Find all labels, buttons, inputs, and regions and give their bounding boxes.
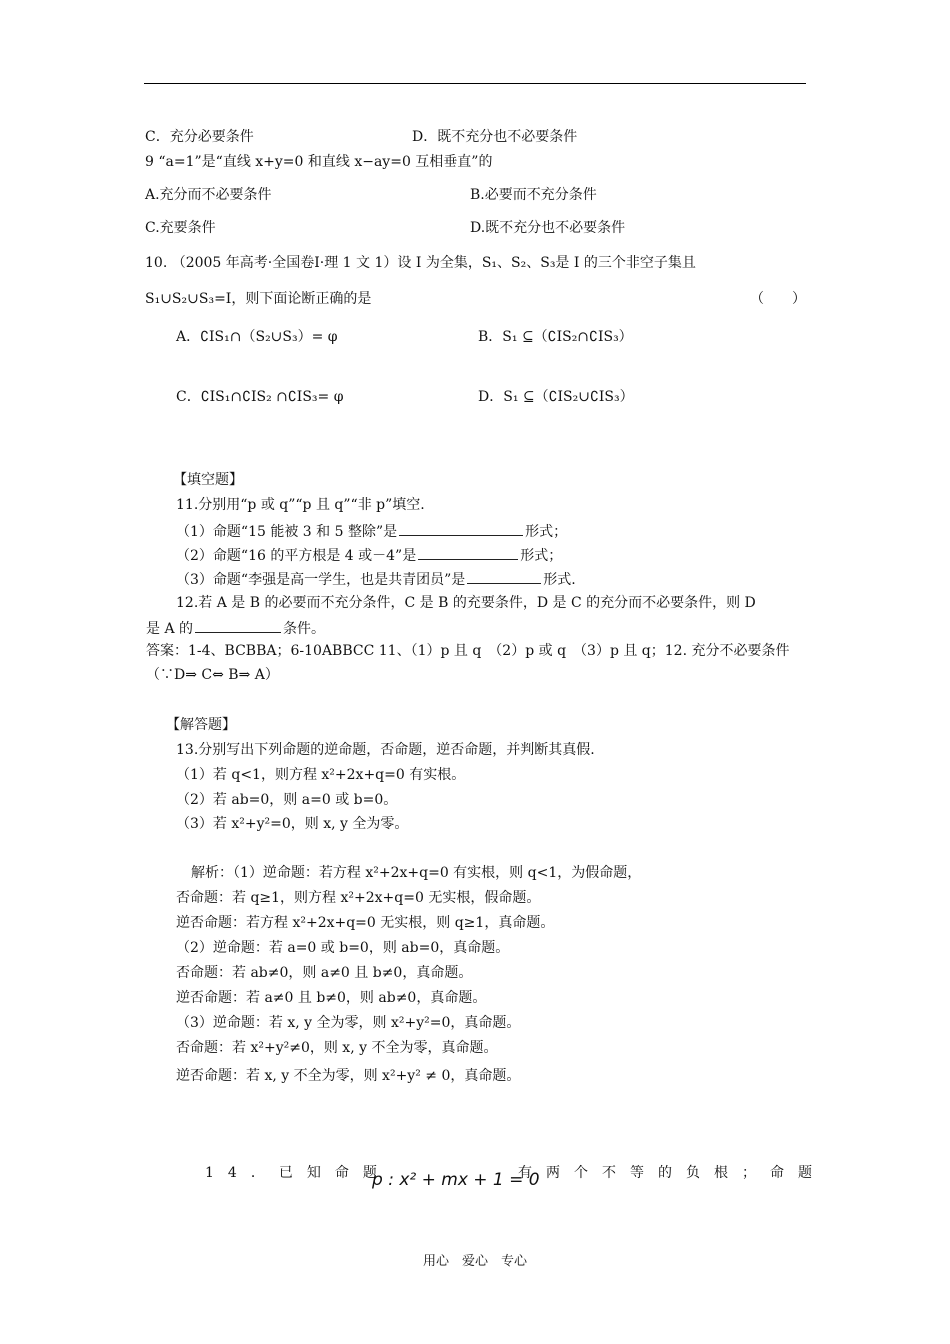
solution-line: （2）逆命题：若 a=0 或 b=0，则 ab=0，真命题。 (176, 940, 510, 956)
q8-option-c: C．充分必要条件 (145, 129, 254, 145)
q10-answer-paren: （ ） (750, 291, 806, 307)
answer-key-line1: 答案：1-4、BCBBA；6-10ABBCC 11、（1）p 且 q （2）p 或 q （3）p 且 q；12. 充分不必要条件 (146, 643, 790, 659)
solution-line: 否命题：若 x²+y²≠0，则 x, y 不全为零，真命题。 (176, 1040, 498, 1056)
q9-option-b: B.必要而不充分条件 (470, 187, 597, 203)
q11-item-2: （2）命题“16 的平方根是 4 或－4”是 形式； (176, 545, 562, 565)
header-rule (144, 83, 806, 84)
fill-heading: 【填空题】 (173, 472, 243, 488)
answer-key-line2: （∵D⇒ C⇔ B⇒ A） (146, 667, 279, 683)
q9-option-c: C.充要条件 (145, 220, 216, 236)
q11-item-3: （3）命题“李强是高一学生，也是共青团员”是 形式. (176, 569, 576, 589)
solution-line: 逆否命题：若方程 x²+2x+q=0 无实根，则 q≥1，真命题。 (176, 915, 555, 931)
q14-equation: p : x² + mx + 1 = 0 (372, 1170, 540, 1190)
q13-item-3: （3）若 x²+y²=0，则 x, y 全为零。 (176, 816, 409, 832)
q14-tail: 有两个不等的负根；命题 (518, 1165, 826, 1181)
q10-option-c: C．∁IS₁∩∁IS₂ ∩∁IS₃= φ (176, 389, 344, 405)
q13-stem: 13.分别写出下列命题的逆命题，否命题，逆否命题，并判断其真假. (176, 742, 595, 758)
q10-option-a: A．∁IS₁∩（S₂∪S₃）= φ (176, 329, 338, 345)
q12-line1: 12.若 A 是 B 的必要而不充分条件，C 是 B 的充要条件，D 是 C 的充分而不必要条件，则 D (176, 595, 756, 611)
q9-stem: 9 “a=1”是“直线 x+y=0 和直线 x−ay=0 互相垂直”的 (145, 154, 493, 170)
q12-line2: 是 A 的 条件。 (146, 618, 325, 638)
q9-option-a: A.充分而不必要条件 (145, 187, 272, 203)
solution-line: 否命题：若 q≥1，则方程 x²+2x+q=0 无实根，假命题。 (176, 890, 541, 906)
solve-heading: 【解答题】 (166, 717, 236, 733)
page-footer: 用心 爱心 专心 (422, 1254, 527, 1269)
solution-line: 否命题：若 ab≠0，则 a≠0 且 b≠0，真命题。 (176, 965, 473, 981)
q13-item-1: （1）若 q<1，则方程 x²+2x+q=0 有实根。 (176, 767, 466, 783)
solution-line: （3）逆命题：若 x, y 全为零，则 x²+y²=0，真命题。 (176, 1015, 521, 1031)
solution-line: 解析：（1）逆命题：若方程 x²+2x+q=0 有实根，则 q<1，为假命题， (191, 865, 642, 881)
q10-stem-line1: 10. （2005 年高考·全国卷Ⅰ·理 1 文 1）设 I 为全集，S₁、S₂、S₃是 I 的三个非空子集且 (145, 255, 696, 271)
q10-option-b: B．S₁ ⊆（∁IS₂∩∁IS₃） (478, 329, 633, 345)
q11-item-1: （1）命题“15 能被 3 和 5 整除”是 形式； (176, 521, 567, 541)
q8-option-d: D．既不充分也不必要条件 (412, 129, 578, 145)
q14-lead: 14．已知命题 (205, 1165, 391, 1181)
q11-stem: 11.分别用“p 或 q”“p 且 q”“非 p”填空. (176, 497, 425, 513)
q10-option-d: D．S₁ ⊆（∁IS₂∪∁IS₃） (478, 389, 634, 405)
q13-item-2: （2）若 ab=0，则 a=0 或 b=0。 (176, 792, 398, 808)
q10-stem-line2: S₁∪S₂∪S₃=I，则下面论断正确的是 (145, 291, 372, 307)
solution-line: 逆否命题：若 x, y 不全为零，则 x²+y² ≠ 0，真命题。 (176, 1068, 521, 1084)
q9-option-d: D.既不充分也不必要条件 (470, 220, 626, 236)
solution-line: 逆否命题：若 a≠0 且 b≠0，则 ab≠0，真命题。 (176, 990, 487, 1006)
